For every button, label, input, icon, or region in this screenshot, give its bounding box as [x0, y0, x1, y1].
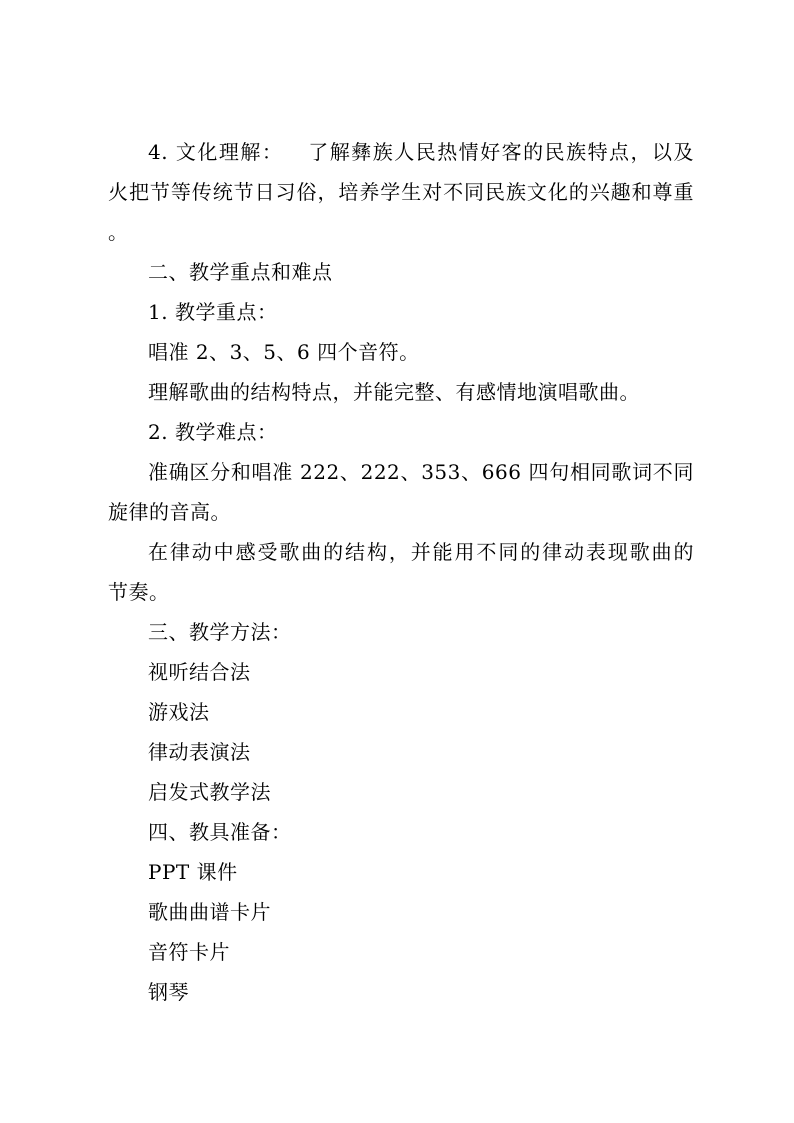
section-title-teaching-tools: 四、教具准备：: [148, 820, 292, 844]
key-point-item: 理解歌曲的结构特点，并能完整、有感情地演唱歌曲。: [148, 380, 640, 404]
culture-paragraph-line-2: 火把节等传统节日习俗，培养学生对不同民族文化的兴趣和尊重: [108, 180, 694, 204]
subsection-title-key-points: 1. 教学重点：: [148, 300, 278, 324]
method-item: 视听结合法: [148, 660, 251, 684]
tool-item: 钢琴: [148, 980, 189, 1004]
method-item: 律动表演法: [148, 740, 251, 764]
tool-item: 歌曲曲谱卡片: [148, 900, 271, 924]
method-item: 游戏法: [148, 700, 210, 724]
difficulty-item-line: 旋律的音高。: [108, 500, 231, 524]
method-item: 启发式教学法: [148, 780, 271, 804]
culture-text: 了解彝族人民热情好客的民族特点，以及: [307, 140, 694, 164]
section-title-teaching-methods: 三、教学方法：: [148, 620, 292, 644]
document-body: [108, 132, 694, 1012]
subsection-title-difficulties: 2. 教学难点：: [148, 420, 278, 444]
difficulty-item-line: 节奏。: [108, 580, 170, 604]
tool-item: 音符卡片: [148, 940, 230, 964]
tool-item: PPT 课件: [148, 860, 238, 884]
difficulty-item-line: 在律动中感受歌曲的结构，并能用不同的律动表现歌曲的: [148, 540, 694, 564]
culture-heading: 4. 文化理解：: [148, 140, 284, 164]
difficulty-item-line: 准确区分和唱准 222、222、353、666 四句相同歌词不同: [148, 460, 694, 484]
key-point-item: 唱准 2、3、5、6 四个音符。: [148, 340, 420, 364]
section-title-key-and-difficult-points: 二、教学重点和难点: [148, 260, 333, 284]
culture-paragraph-line-3: 。: [108, 220, 129, 244]
culture-paragraph-line-1: [108, 132, 694, 172]
